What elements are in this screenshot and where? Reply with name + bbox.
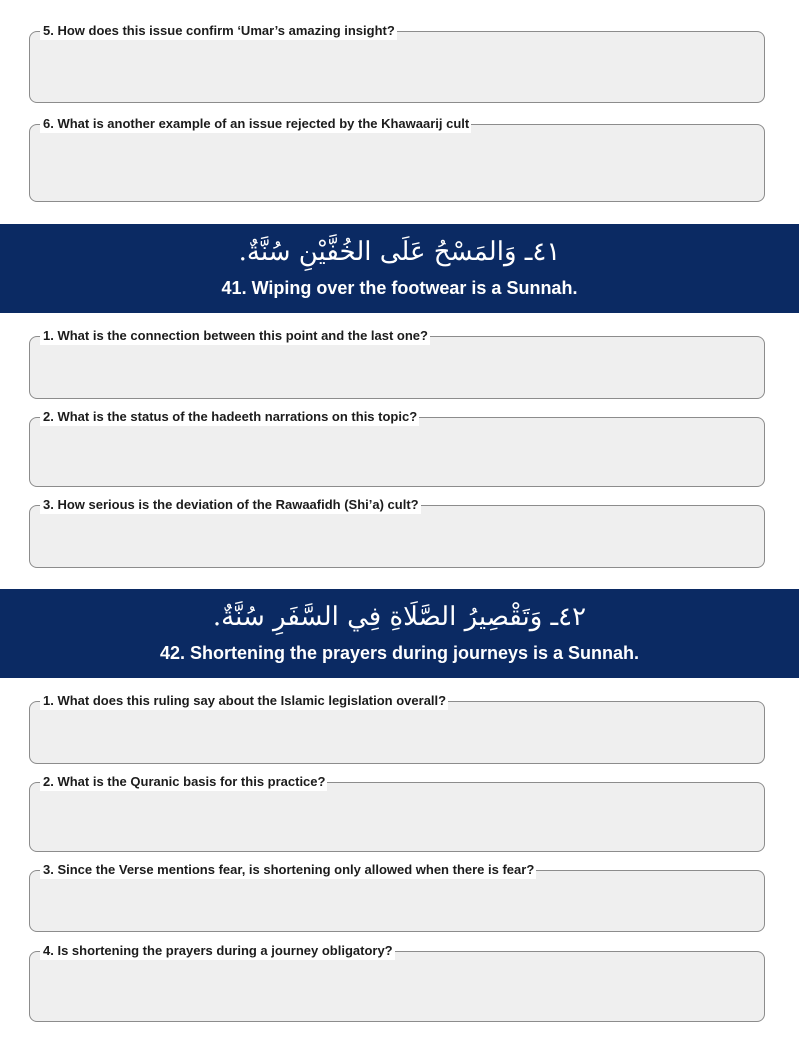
arabic-heading: ٤١ـ وَالمَسْحُ عَلَى الخُفَّيْنِ سُنَّةٌ. xyxy=(238,237,561,267)
answer-box-42-q1[interactable] xyxy=(29,693,765,764)
arabic-heading: ٤٢ـ وَتَقْصِيرُ الصَّلَاةِ فِي السَّفَرِ سُنَّةٌ. xyxy=(212,602,587,632)
question-label: 6. What is another example of an issue rejected by the Khawaarij cult xyxy=(40,115,471,133)
section-42-banner xyxy=(0,589,799,678)
question-label: 3. Since the Verse mentions fear, is shortening only allowed when there is fear? xyxy=(40,861,536,879)
english-heading: 41. Wiping over the footwear is a Sunnah. xyxy=(221,278,578,298)
answer-box-42-q2[interactable] xyxy=(29,774,765,852)
question-label: 3. How serious is the deviation of the Rawaafidh (Shi’a) cult? xyxy=(40,496,421,514)
answer-box-q5[interactable] xyxy=(29,23,765,103)
answer-box-41-q2[interactable] xyxy=(29,409,765,487)
answer-box-41-q3[interactable] xyxy=(29,497,765,568)
question-label: 1. What does this ruling say about the Islamic legislation overall? xyxy=(40,692,448,710)
question-label: 1. What is the connection between this point and the last one? xyxy=(40,327,430,345)
section-41-banner xyxy=(0,224,799,313)
english-heading: 42. Shortening the prayers during journeys is a Sunnah. xyxy=(159,643,640,663)
answer-box-q6[interactable] xyxy=(29,116,765,202)
answer-box-42-q3[interactable] xyxy=(29,862,765,932)
question-label: 4. Is shortening the prayers during a journey obligatory? xyxy=(40,942,395,960)
question-label: 5. How does this issue confirm ‘Umar’s amazing insight? xyxy=(40,22,397,40)
answer-box-42-q4[interactable] xyxy=(29,943,765,1022)
question-label: 2. What is the status of the hadeeth narrations on this topic? xyxy=(40,408,419,426)
question-label: 2. What is the Quranic basis for this practice? xyxy=(40,773,327,791)
answer-box-41-q1[interactable] xyxy=(29,328,765,399)
